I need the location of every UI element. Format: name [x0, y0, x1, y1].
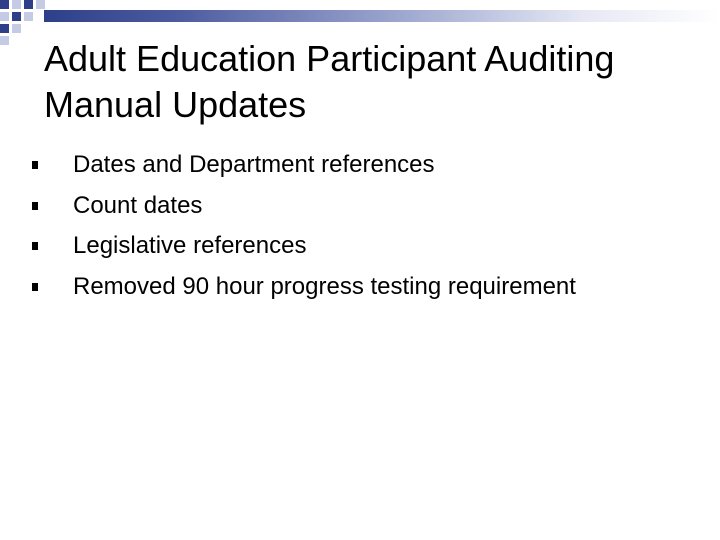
- bullet-list: [0, 149, 720, 311]
- square-bullet-icon: [32, 202, 38, 210]
- square-bullet-icon: [32, 283, 38, 291]
- bullet-text: Legislative references: [73, 232, 307, 259]
- decor-square: [12, 0, 21, 9]
- square-bullet-icon: [32, 161, 38, 169]
- bullet-item: [0, 149, 720, 190]
- decor-square: [24, 12, 33, 21]
- square-bullet-icon: [32, 242, 38, 250]
- title-accent-bar: [44, 10, 720, 22]
- decor-square: [12, 24, 21, 33]
- decor-square: [0, 24, 9, 33]
- bullet-text: Removed 90 hour progress testing requirement: [73, 272, 576, 300]
- decor-square: [12, 12, 21, 21]
- bullet-item: [0, 271, 720, 312]
- decor-square: [0, 36, 9, 45]
- decor-square: [36, 0, 45, 9]
- bullet-text: Dates and Department references: [73, 151, 435, 178]
- slide-title: Adult Education Participant Auditing Manual Updates: [44, 38, 615, 125]
- decor-square: [24, 0, 33, 9]
- decor-square: [0, 12, 9, 21]
- decor-square: [0, 0, 9, 9]
- bullet-text: Count dates: [73, 191, 203, 219]
- bullet-item: [0, 190, 720, 231]
- bullet-item: [0, 230, 720, 271]
